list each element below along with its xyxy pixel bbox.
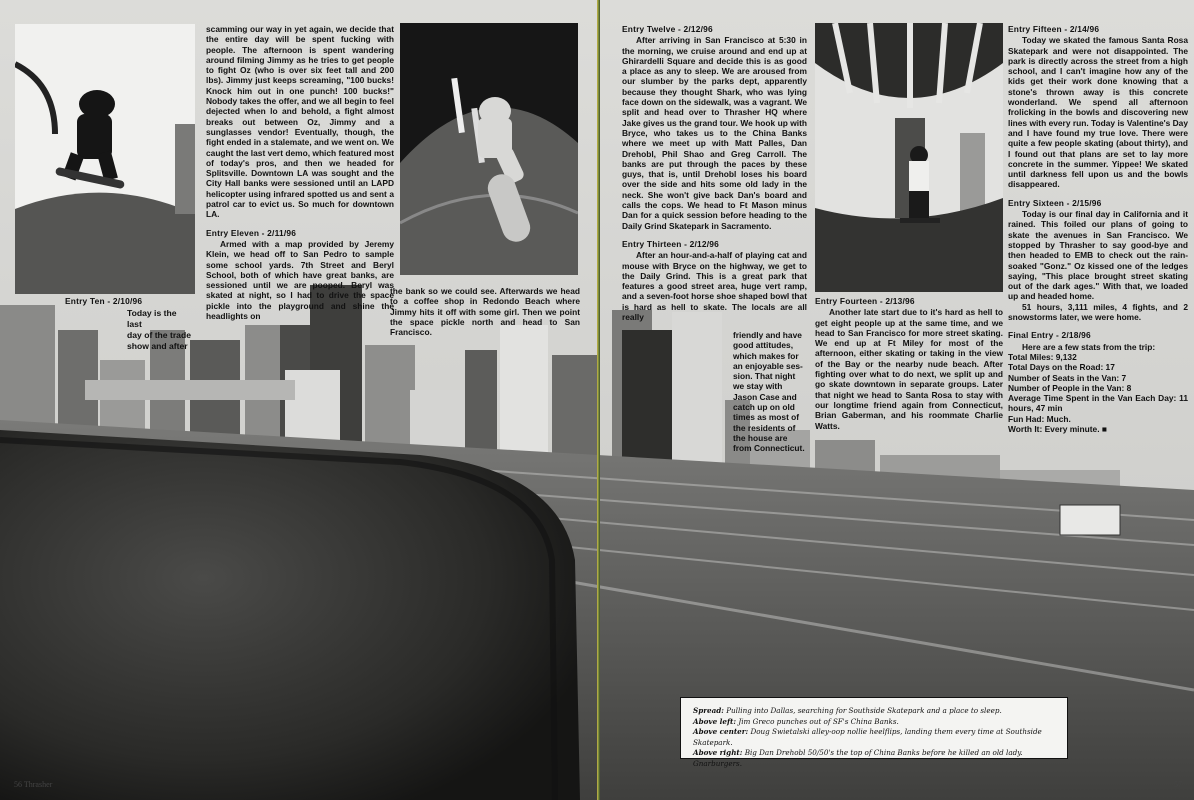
caption-label: Above center: (693, 727, 749, 737)
final-entry-heading: Final Entry - 2/18/96 (1008, 330, 1091, 341)
caption-label: Spread: (693, 706, 724, 715)
photo-doug-swietalski (400, 23, 578, 275)
caption-spread (693, 706, 1057, 717)
entry-fourteen-body: Another late start due to it's hard as hell to get eight people up at the same time, and we head to San Francisco for more street skating. We end up at Ft Miley for most of the afternoon, either skating or taking in the view of the Bay or the nearby nude beach. After fighting over what to do next, we split up and go skate downtown in separate groups. Later that night we head to Santa Rosa to stay with our longtime friend again from Connecticut, Brian Gaberman, and his roommate Charlie Watts. (815, 307, 1003, 431)
photo-caption-box (680, 697, 1068, 768)
entry-twelve-thirteen-column (622, 24, 807, 322)
narrow-line: the residents of (733, 422, 796, 433)
entry-fifteen-heading: Entry Fifteen - 2/14/96 (1008, 24, 1100, 34)
narrow-line: good attitudes, (733, 340, 794, 351)
caption-text: Jim Greco punches out of SF's China Banks. (738, 716, 899, 726)
trip-stat: Number of People in the Van: 8 (1008, 382, 1132, 393)
entry-fourteen-heading: Entry Fourteen - 2/13/96 (815, 296, 915, 306)
narrow-line: an enjoyable ses- (733, 360, 803, 371)
caption-text: Big Dan Drehobl 50/50's the top of China Banks before he killed an old lady. Gnarburgers. (693, 748, 1023, 768)
photo-jim-greco (15, 24, 195, 294)
left-page-folio: 56 Thrasher (14, 780, 53, 789)
narrow-line: we stay with (733, 381, 783, 392)
caption-text: Doug Swietalski alley-oop nollie heelflips, landing them every time at Southside Skatepark. (693, 727, 1042, 747)
entry-ten-line: day of the trade (127, 330, 191, 340)
entry-sixteen-body: Today is our final day in California and it rained. This foiled our plans of going to skate the avenues in San Francisco. We stopped by Thrasher to say good-bye and then headed to EMB to check out the rain-soaked "Gonz." Oz kissed one of the ledges saying, "This place brought street skating out of the dark ages." With that, we loaded up and headed home. (1008, 209, 1188, 302)
entry-twelve-heading: Entry Twelve - 2/12/96 (622, 24, 713, 34)
entry-thirteen-heading: Entry Thirteen - 2/12/96 (622, 238, 719, 249)
photo-dan-drehobl (815, 23, 1003, 292)
right-page-folio: 57 (1174, 780, 1182, 789)
entry-thirteen-narrow (733, 330, 809, 454)
entry-ten-heading: Entry Ten - 2/10/96 (65, 296, 143, 306)
caption-label: Above right: (693, 748, 743, 758)
entry-eleven-continued-body: the bank so we could see. Afterwards we head to a coffee shop in Redondo Beach where Jimmy hits it off with some girl. Then we point the space pickle north and head to San Francisco. (390, 286, 580, 338)
caption-above-left (693, 717, 1057, 728)
entry-eleven-heading: Entry Eleven - 2/11/96 (206, 227, 297, 238)
page-gutter (597, 0, 600, 800)
entry-eleven-continued (390, 286, 580, 345)
entry-sixteen-closing: 51 hours, 3,111 miles, 4 fights, and 2 snowstorms later, we were home. (1008, 301, 1188, 323)
entry-sixteen-heading: Entry Sixteen - 2/15/96 (1008, 197, 1102, 208)
narrow-line: Jason Case and (733, 391, 797, 402)
narrow-line: catch up on old (733, 402, 795, 413)
entry-fifteen-body: Today we skated the famous Santa Rosa Skatepark and were not disappointed. The park is directly across the street from a high school, and I can't imagine how any of the kids get their work done knowing that a stone's thrown away is this concrete wonderland. We spend all afternoon frolicking in the bowls and discovering new lines with every run. Today is Valentine's Day and I have found my true love. There were quite a few people skating (about thirty), and I found out that plans are set to lay more concrete in the summer. Yippee! We skated until darkness fell upon us and the bowls disappeared. (1008, 35, 1188, 190)
trip-stat: Number of Seats in the Van: 7 (1008, 372, 1127, 383)
caption-label: Above left: (693, 716, 737, 726)
final-entry-intro: Here are a few stats from the trip: (1022, 341, 1156, 352)
entry-ten-column (65, 296, 193, 352)
entry-thirteen-body: After an hour-and-a-half of playing cat and mouse with Bryce on the highway, we get to the Daily Grind. This is a great park that features a good street area, huge vert ramp, and a seven-foot horse shoe shaped bowl that is hard as hell to skate. The locals are all really (622, 250, 807, 323)
narrow-line: sion. That night (733, 371, 796, 382)
entry-fifteen-sixteen-final-column (1008, 24, 1188, 434)
caption-text: Pulling into Dallas, searching for Southside Skatepark and a place to sleep. (726, 706, 1002, 715)
entry-twelve-body: After arriving in San Francisco at 5:30 in the morning, we cruise around and end up at Ghirardelli Square and decide this is as good a place as any to sleep. We are aroused from our slumber by the parks dept, apparently because they thought Shark, who was lying face down on the sidewalk, was a vagrant. We split and head over to Thrasher HQ where Jake gives us the grand tour. We hook up with Bryce, who takes us to the China Banks where we meet up with Matt Palles, Dan Drehobl, Phil Shao and Greg Carroll. The banks are put through the paces by these guys, that is, until Drehobl loses his board over the side and hits some old lady in the neck. She won't give back Dan's board and calls the cops. We head to Ft Mason minus Dan for a quick session before heading to the Daily Grind Skatepark in Sacramento. (622, 35, 807, 231)
entry-eleven-body: Armed with a map provided by Jeremy Klein, we head off to San Pedro to sample some school yards. 7th Street and Beryl School, both of which have great banks, are sessioned until we are pooped. Beryl was skated at night, so I had to drive the space pickle into the playground and shine the headlights on (206, 238, 394, 322)
entry-ten-line: Today is the last (127, 308, 177, 329)
entry-eleven-column (206, 24, 394, 329)
narrow-line: which makes for (733, 350, 799, 361)
caption-above-right (693, 748, 1057, 769)
entry-ten-body: scamming our way in yet again, we decide that the entire day will be spent fucking with people. The afternoon is spent wandering around filming Jimmy as he tries to get people to fight Oz (who is over six feet tall and 200 lbs). Jimmy just keeps screaming, "100 bucks! Knock him out in one punch! 100 bucks!" Nobody takes the offer, and we all begin to feel dejected when lo and behold, a fight almost breaks out between Oz, Jimmy and a sunglasses vendor! Eventually, though, the fight ended in a stalemate, and we went on. We caught the last vert demo, which featured most of today's pros, and then we headed for Splitsville. Downtown LA was sought and the City Hall banks were sessioned until an LAPD helicopter using infrared spotted us and sent a patrol car to evict us. So much for downtown LA. (206, 24, 394, 220)
narrow-line: the house are (733, 432, 788, 443)
trip-stat: Fun Had: Much. (1008, 413, 1071, 424)
trip-stat: Worth It: Every minute. ■ (1008, 423, 1107, 434)
narrow-line: friendly and have (733, 330, 802, 340)
caption-above-center (693, 727, 1057, 748)
entry-ten-line: show and after (127, 341, 188, 351)
narrow-line: from Connecticut. (733, 443, 805, 454)
trip-stat: Average Time Spent in the Van Each Day: 11 hours, 47 min (1008, 393, 1188, 414)
narrow-line: times as most of (733, 412, 800, 423)
entry-fourteen-column (815, 296, 1003, 439)
trip-stat: Total Miles: 9,132 (1008, 351, 1077, 362)
trip-stat: Total Days on the Road: 17 (1008, 362, 1115, 373)
